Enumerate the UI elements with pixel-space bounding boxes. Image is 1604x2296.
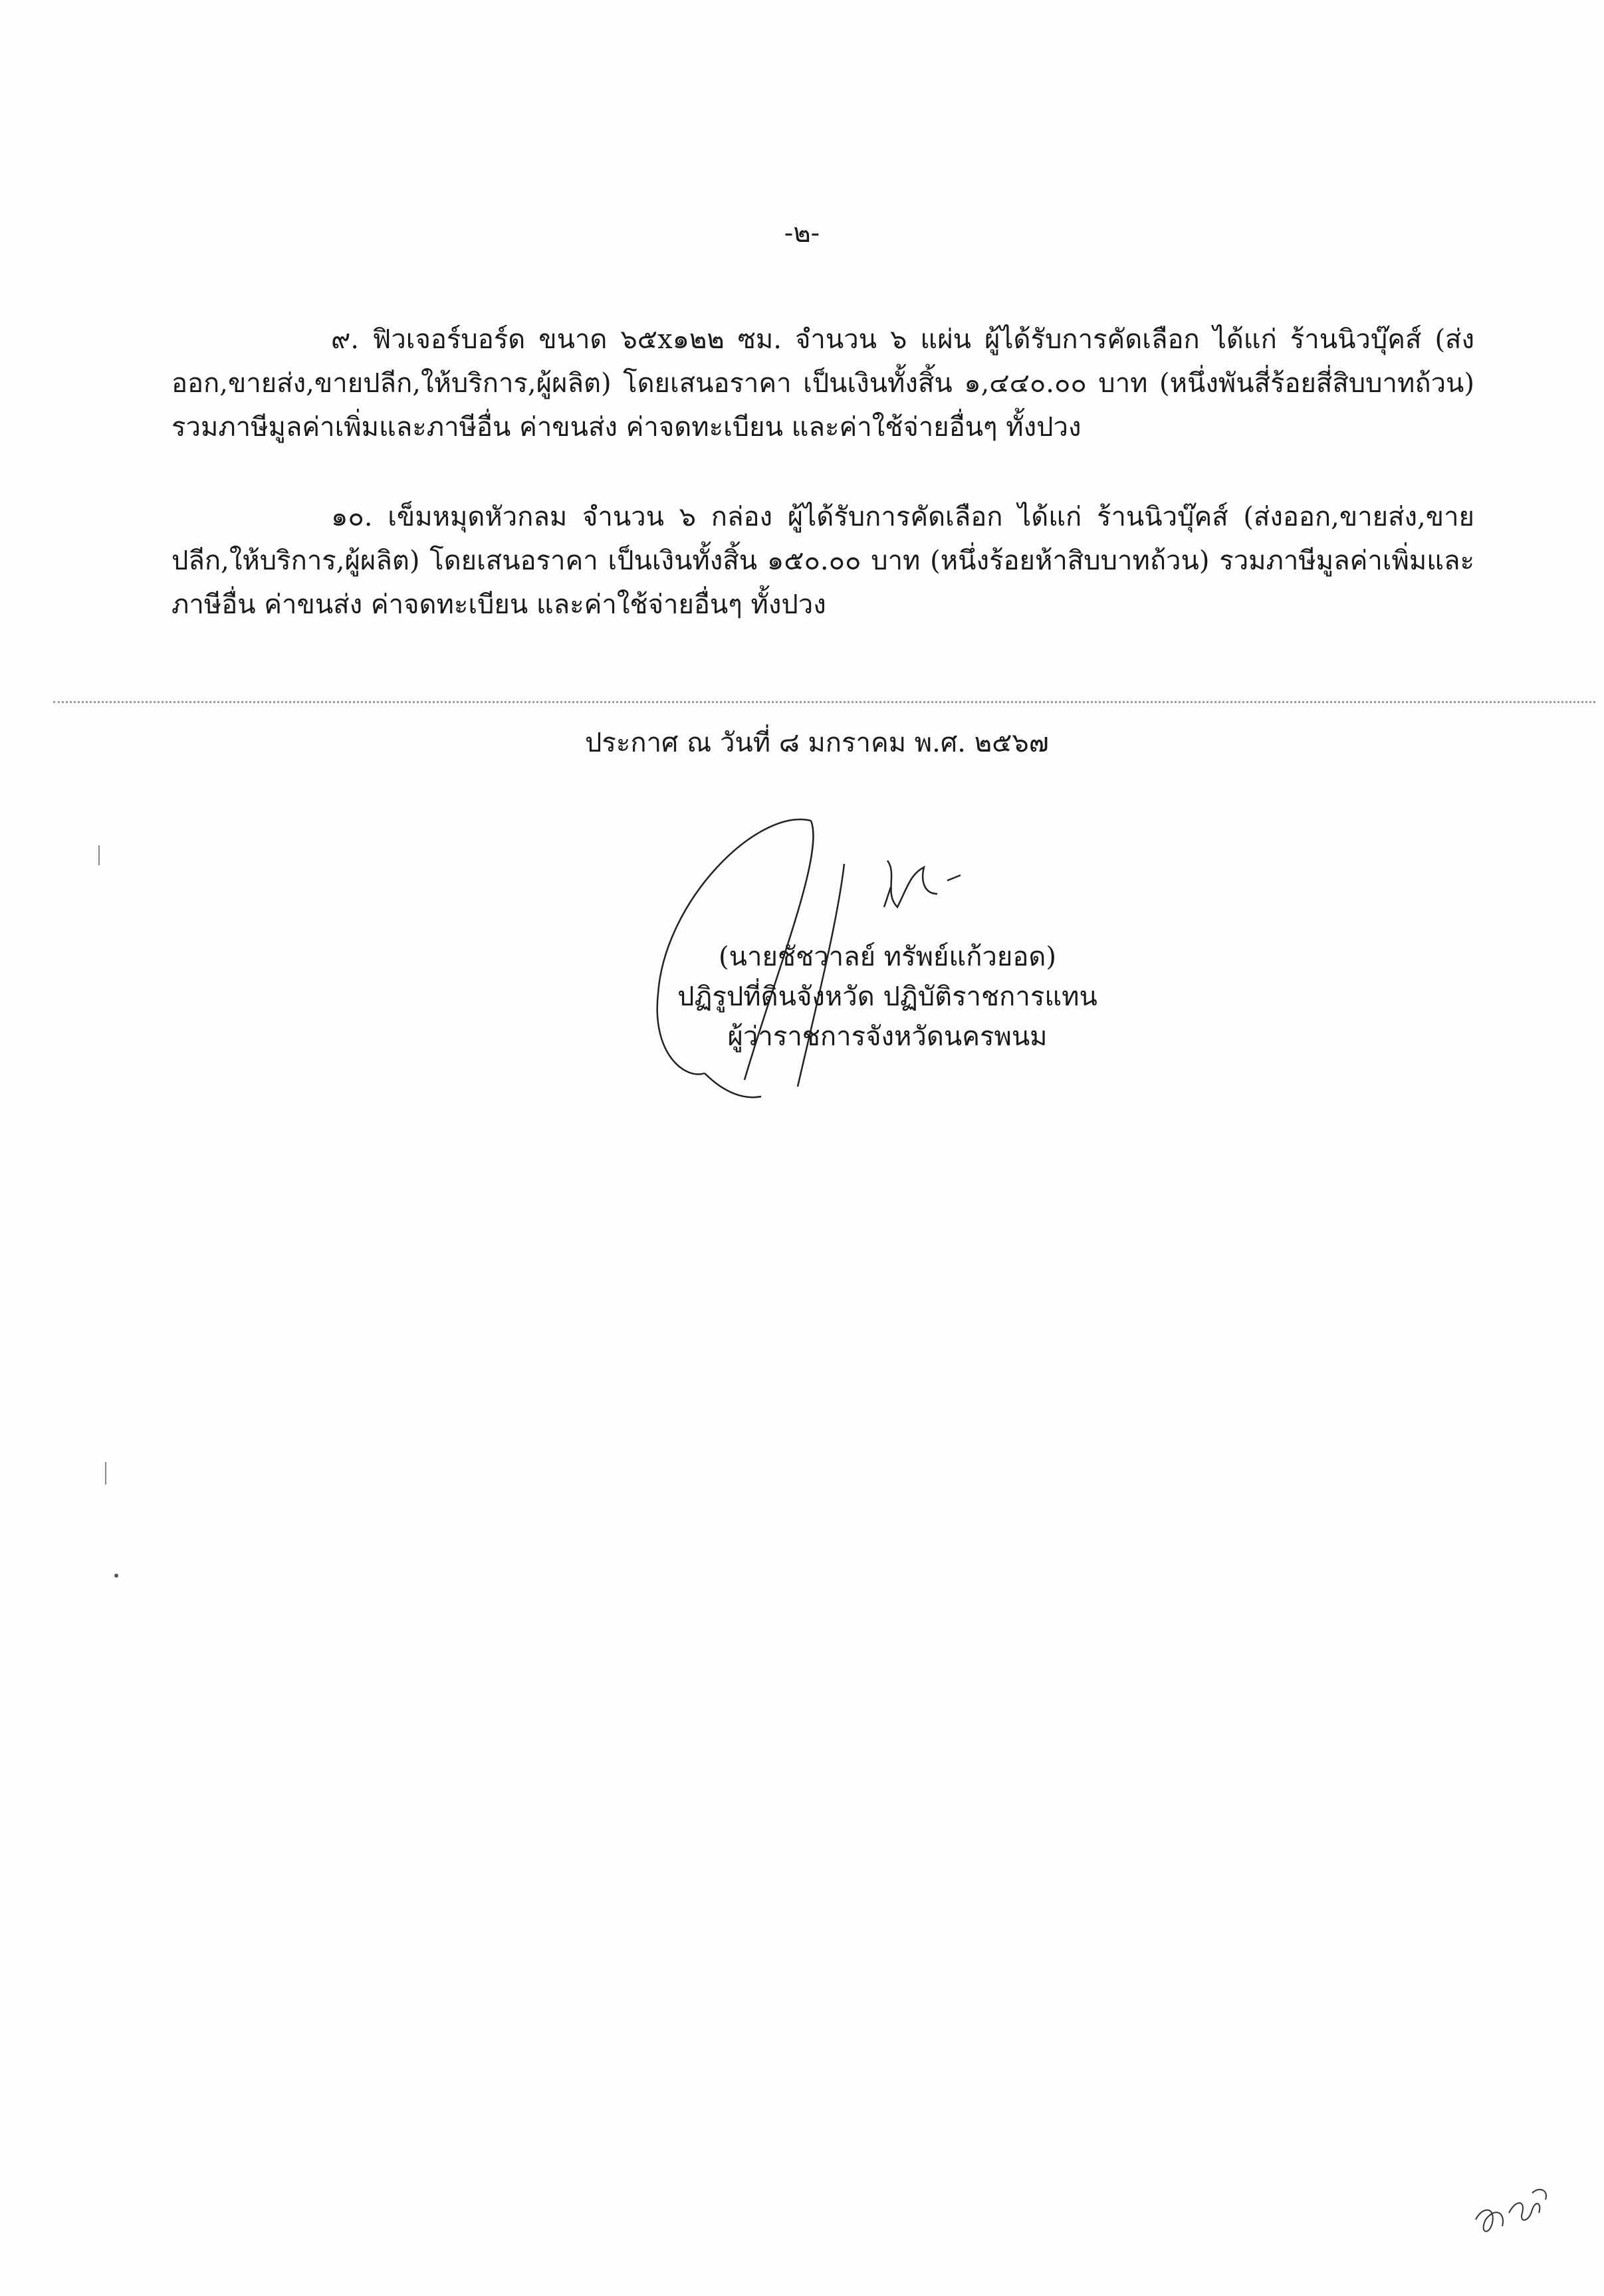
item-10-section: [172, 495, 1474, 627]
signature-block: [655, 937, 1120, 1057]
page-number: -๒-: [784, 218, 820, 249]
item-9-section: [172, 318, 1474, 449]
signatory-title-line-1: ปฏิรูปที่ดินจังหวัด ปฏิบัติราชการแทน: [677, 982, 1097, 1012]
scan-speck: [114, 1574, 118, 1578]
announcement-date: ประกาศ ณ วันที่ ๘ มกราคม พ.ศ. ๒๕๖๗: [585, 728, 1049, 758]
dotted-divider: [53, 701, 1595, 703]
scan-speck: [98, 845, 100, 865]
signatory-title-line-2: ผู้ว่าราชการจังหวัดนครพนม: [727, 1021, 1048, 1052]
item-10-paragraph: ๑๐. เข็มหมุดหัวกลม จำนวน ๖ กล่อง ผู้ได้รับการคัดเลือก ได้แก่ ร้านนิวบุ๊คส์ (ส่งออก,ขายส่ง,ขายปลีก,ให้บริการ,ผู้ผลิต) โดยเสนอราคา เป็นเงินทั้งสิ้น ๑๕๐.๐๐ บาท (หนึ่งร้อยห้าสิบบาทถ้วน) รวมภาษีมูลค่าเพิ่มและภาษีอื่น ค่าขนส่ง ค่าจดทะเบียน และค่าใช้จ่ายอื่นๆ ทั้งปวง: [172, 502, 1474, 620]
scan-speck: [105, 1462, 106, 1485]
signatory-name: (นายชัชวาลย์ ทรัพย์แก้วยอด): [719, 942, 1056, 972]
item-9-paragraph: ๙. ฟิวเจอร์บอร์ด ขนาด ๖๕x๑๒๒ ซม. จำนวน ๖ แผ่น ผู้ได้รับการคัดเลือก ได้แก่ ร้านนิวบุ๊คส์ (ส่งออก,ขายส่ง,ขายปลีก,ให้บริการ,ผู้ผลิต) โดยเสนอราคา เป็นเงินทั้งสิ้น ๑,๔๔๐.๐๐ บาท (หนึ่งพันสี่ร้อยสี่สิบบาทถ้วน) รวมภาษีมูลค่าเพิ่มและภาษีอื่น ค่าขนส่ง ค่าจดทะเบียน และค่าใช้จ่ายอื่นๆ ทั้งปวง: [172, 324, 1474, 443]
handwritten-initials: [1469, 2173, 1562, 2246]
